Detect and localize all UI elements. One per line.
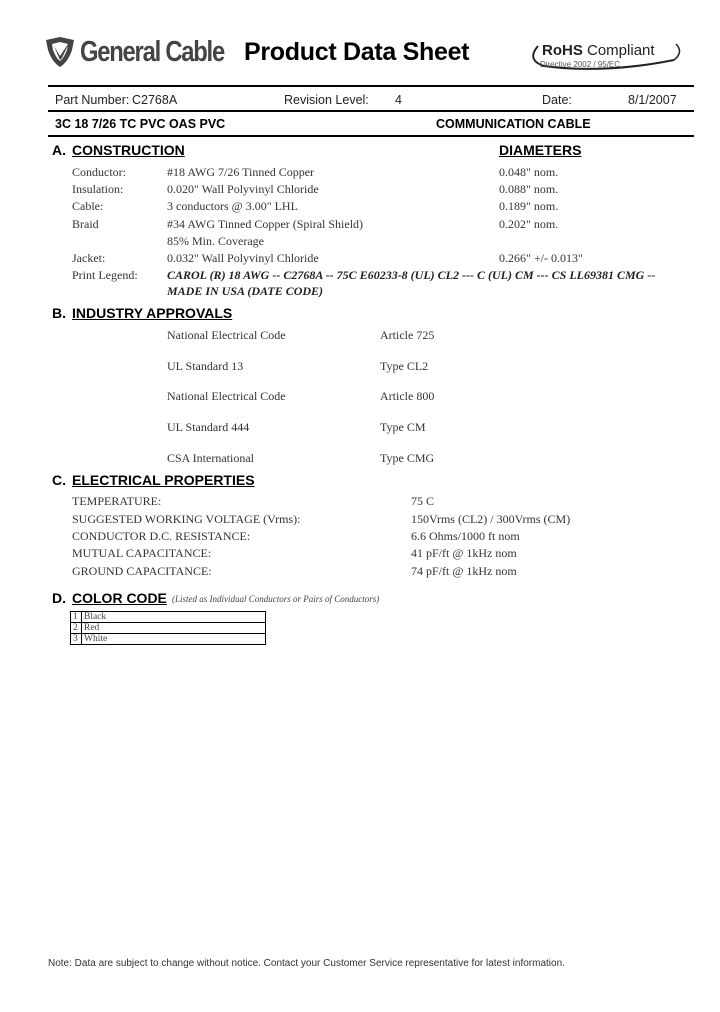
construction-value: #34 AWG Tinned Copper (Spiral Shield) [167, 217, 364, 231]
page-title: Product Data Sheet [244, 38, 470, 66]
section-electrical-heading: C. ELECTRICAL PROPERTIES [52, 472, 255, 488]
color-code-note: (Listed as Individual Conductors or Pairs of Conductors) [172, 594, 380, 604]
date-label: Date: [542, 93, 572, 107]
rohs-directive: Directive 2002 / 95/EC [540, 60, 621, 69]
approval-rating: Article 725 [380, 328, 435, 342]
conductor-color: Red [82, 623, 266, 634]
construction-label: Cable: [72, 199, 104, 213]
color-code-row [71, 634, 266, 645]
construction-value: 0.020" Wall Polyvinyl Chloride [167, 182, 319, 196]
product-type: COMMUNICATION CABLE [436, 117, 591, 131]
approval-agency: CSA International [167, 451, 254, 465]
color-code-table [70, 611, 266, 645]
brand-name: General Cable [80, 35, 224, 68]
divider [48, 135, 694, 137]
conductor-number: 3 [71, 634, 82, 645]
date-value: 8/1/2007 [628, 93, 677, 107]
approval-agency: National Electrical Code [167, 389, 286, 403]
construction-label: Braid [72, 217, 99, 231]
diameter-value: 0.202" nom. [499, 217, 559, 231]
approval-rating: Type CMG [380, 451, 435, 465]
construction-value: 0.032" Wall Polyvinyl Chloride [167, 251, 319, 265]
electrical-value: 6.6 Ohms/1000 ft nom [411, 529, 520, 543]
electrical-label: MUTUAL CAPACITANCE: [72, 546, 212, 560]
approval-rating: Article 800 [380, 389, 435, 403]
conductor-number: 2 [71, 623, 82, 634]
approval-rating: Type CL2 [380, 359, 429, 373]
footer-note: Note: Data are subject to change without notice. Contact your Customer Service representative for latest information. [48, 958, 565, 969]
color-code-row [71, 612, 266, 623]
diameter-value: 0.189" nom. [499, 199, 559, 213]
part-number-value: C2768A [132, 93, 178, 107]
section-construction-heading: A. CONSTRUCTION [52, 142, 185, 158]
electrical-value: 74 pF/ft @ 1kHz nom [411, 564, 517, 578]
diameter-value: 0.088" nom. [499, 182, 559, 196]
divider [48, 85, 694, 87]
electrical-label: TEMPERATURE: [72, 494, 162, 508]
electrical-value: 150Vrms (CL2) / 300Vrms (CM) [411, 512, 571, 526]
approval-agency: UL Standard 444 [167, 420, 250, 434]
color-code-row [71, 623, 266, 634]
diameters-heading: DIAMETERS [499, 142, 582, 158]
rohs-badge [524, 38, 684, 72]
print-legend-line1: CAROL (R) 18 AWG -- C2768A -- 75C E60233-8 (UL) CL2 --- C (UL) CM --- CS LL69381 CMG -- [167, 268, 656, 282]
section-approvals-heading: B. INDUSTRY APPROVALS [52, 305, 233, 321]
diameter-value: 0.266" +/- 0.013" [499, 251, 583, 265]
section-color-code-heading: D. COLOR CODE [52, 590, 167, 606]
product-code: 3C 18 7/26 TC PVC OAS PVC [55, 117, 226, 131]
construction-label: Insulation: [72, 182, 124, 196]
electrical-label: SUGGESTED WORKING VOLTAGE (Vrms): [72, 512, 301, 526]
electrical-value: 75 C [411, 494, 435, 508]
construction-label: Conductor: [72, 165, 126, 179]
shield-logo-icon [44, 36, 76, 68]
diameter-value: 0.048" nom. [499, 165, 559, 179]
approval-agency: UL Standard 13 [167, 359, 244, 373]
revision-label: Revision Level: [284, 93, 369, 107]
approval-agency: National Electrical Code [167, 328, 286, 342]
approval-rating: Type CM [380, 420, 426, 434]
general-cable-logo [44, 34, 256, 70]
conductor-color: White [82, 634, 266, 645]
electrical-label: CONDUCTOR D.C. RESISTANCE: [72, 529, 251, 543]
construction-value: 85% Min. Coverage [167, 234, 264, 248]
revision-value: 4 [395, 93, 402, 107]
rohs-label: RoHS Compliant [542, 42, 655, 59]
conductor-color: Black [82, 612, 266, 623]
construction-label: Jacket: [72, 251, 106, 265]
conductor-number: 1 [71, 612, 82, 623]
electrical-value: 41 pF/ft @ 1kHz nom [411, 546, 517, 560]
construction-value: #18 AWG 7/26 Tinned Copper [167, 165, 315, 179]
construction-value: 3 conductors @ 3.00" LHL [167, 199, 298, 213]
print-legend-line2: MADE IN USA (DATE CODE) [167, 284, 324, 298]
part-number-label: Part Number: [55, 93, 130, 107]
electrical-label: GROUND CAPACITANCE: [72, 564, 212, 578]
print-legend-label: Print Legend: [72, 268, 138, 282]
divider [48, 110, 694, 112]
